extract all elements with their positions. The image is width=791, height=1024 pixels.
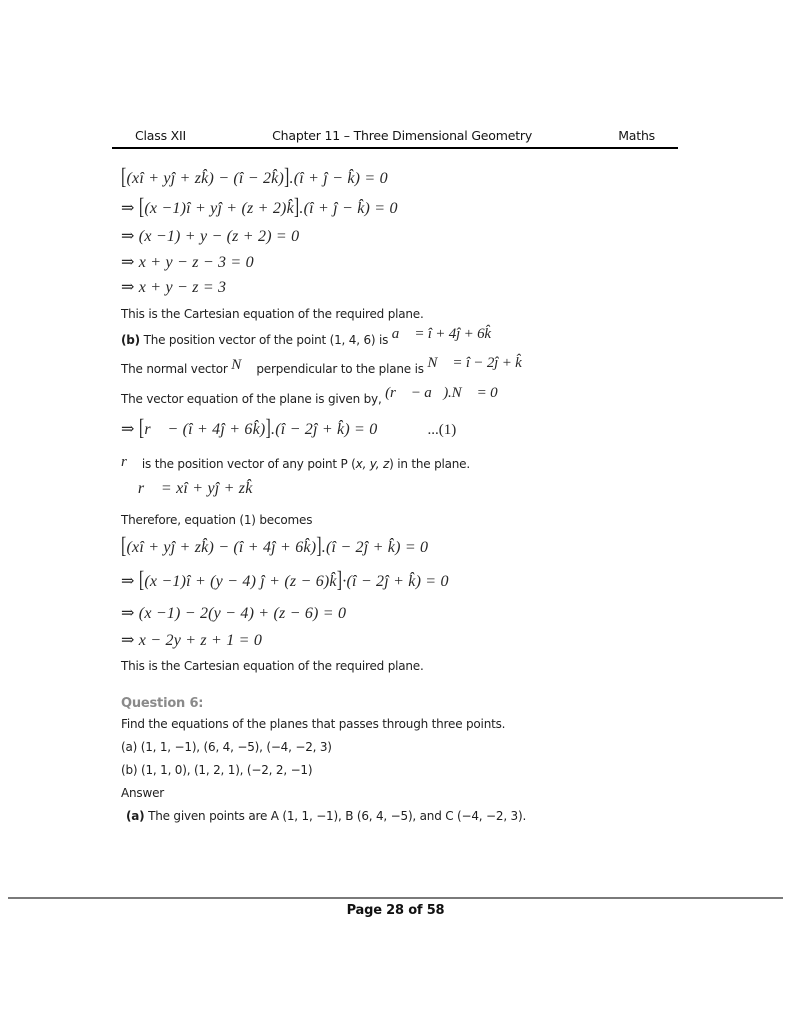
r-vector-symbol: r⃗ <box>121 454 139 470</box>
normal-vector-symbol: N⃗ <box>231 357 253 373</box>
part-b-text: The position vector of the point (1, 4, 6) is <box>139 333 392 347</box>
answer-a-text: The given points are A (1, 1, −1), B (6, 4, −5), and C (−4, −2, 3). <box>144 809 527 823</box>
question-6-item-b: (b) (1, 1, 0), (1, 2, 1), (−2, 2, −1) <box>121 763 313 777</box>
part-b-label: (b) <box>121 333 140 347</box>
r-text-2: ) in the plane. <box>389 457 470 471</box>
equation-result: ⇒ x + y − z = 3 <box>121 279 227 296</box>
equation-numbered-row <box>121 413 686 446</box>
equation-r-definition: ∴ r⃗ = xî + yĵ + zk̂ <box>121 480 253 497</box>
vector-equation-statement <box>121 385 686 409</box>
cartesian-note-1: This is the Cartesian equation of the required plane. <box>121 307 424 321</box>
position-vector-math: a⃗ = î + 4ĵ + 6k̂ <box>391 326 491 342</box>
question-6-body: Find the equations of the planes that passes through three points. <box>121 717 506 731</box>
solution-content <box>121 164 686 826</box>
page-header <box>112 128 678 143</box>
question-6-item-a: (a) (1, 1, −1), (6, 4, −5), (−4, −2, 3) <box>121 740 332 754</box>
vector-eq-text: The vector equation of the plane is given by, <box>121 392 386 406</box>
r-text-1: is the position vector of any point P ( <box>138 457 356 471</box>
equation-final: ⇒ x − 2y + z + 1 = 0 <box>121 632 263 649</box>
equation-one: ⇒ [r⃗ − (î + 4ĵ + 6k̂)].(î − 2ĵ + k̂) = 0 <box>121 416 378 441</box>
cartesian-note-2: This is the Cartesian equation of the required plane. <box>121 659 424 673</box>
r-vector-statement <box>121 454 686 474</box>
point-coordinates-vars: x, y, z <box>355 457 390 471</box>
question-6-title: Question 6: <box>121 696 204 711</box>
answer-a-label: (a) <box>126 809 145 823</box>
equation-vector-form: [(xî + yĵ + zk̂) − (î − 2k̂)].(î + ĵ − k̂) = 0 <box>121 165 388 190</box>
header-chapter-title: Chapter 11 – Three Dimensional Geometry <box>272 128 533 143</box>
header-rule <box>112 147 678 149</box>
equation-scalar-step: ⇒ (x −1) + y − (z + 2) = 0 <box>121 228 300 245</box>
equation-substituted: [(xî + yĵ + zk̂) − (î + 4ĵ + 6k̂)].(î − 2ĵ + k̂) = 0 <box>121 534 429 559</box>
equation-grouped: ⇒ [(x −1)î + (y − 4) ĵ + (z − 6)k̂]·(î − 2ĵ + k̂) = 0 <box>121 568 449 593</box>
equation-simplified: ⇒ x + y − z − 3 = 0 <box>121 254 254 271</box>
therefore-text: Therefore, equation (1) becomes <box>121 513 313 527</box>
normal-vector-math: N⃗ = î − 2ĵ + k̂ <box>427 355 522 371</box>
answer-label: Answer <box>121 786 164 800</box>
vector-eq-math: (r⃗ − a⃗).N⃗ = 0 <box>385 385 498 401</box>
normal-vector-statement <box>121 355 686 379</box>
normal-mid-text: perpendicular to the plane is <box>252 362 428 376</box>
page-number: Page 28 of 58 <box>346 903 445 918</box>
normal-pre-text: The normal vector <box>121 362 232 376</box>
answer-a-statement <box>121 806 686 826</box>
header-subject-label: Maths <box>618 128 655 143</box>
equation-expanded: ⇒ [(x −1)î + yĵ + (z + 2)k̂].(î + ĵ − k̂) = 0 <box>121 195 398 220</box>
part-b-statement <box>121 326 686 350</box>
header-class-label: Class XII <box>135 128 186 143</box>
equation-number-tag: ...(1) <box>427 422 457 438</box>
equation-scalar-step-2: ⇒ (x −1) − 2(y − 4) + (z − 6) = 0 <box>121 605 347 622</box>
footer-rule <box>8 897 783 899</box>
